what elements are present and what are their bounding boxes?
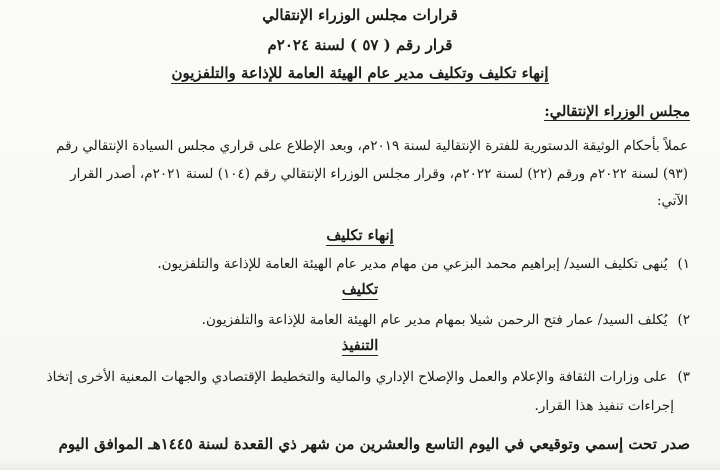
item-3-continuation: إجراءات تنفيذ هذا القرار.: [534, 398, 674, 414]
decision-subject-text: إنهاء تكليف وتكليف مدير عام الهيئة العامة للإذاعة والتلفزيون: [171, 64, 549, 82]
council-heading-text: مجلس الوزراء الإنتقالي:: [544, 103, 690, 120]
decision-number: قرار رقم ( ٥٧ ) لسنة ٢٠٢٤م: [267, 36, 453, 54]
item-3-text-line-1: على وزارات الثقافة والإعلام والعمل والإصلاح الإداري والمالية والتخطيط الإقتصادي والجهات المعنية الأخرى إتخاذ: [46, 369, 668, 385]
section-heading-execution-text: التنفيذ: [341, 337, 379, 354]
council-heading: [544, 103, 690, 120]
section-heading-assignment: [0, 281, 720, 298]
item-1-text: يُنهى تكليف السيد/ إبراهيم محمد البزعي من مهام مدير عام الهيئة العامة للإذاعة والتلفزيون.: [157, 256, 668, 272]
item-2-number: ٢): [677, 312, 690, 328]
item-3-number: ٣): [677, 369, 690, 385]
decision-subject: [0, 64, 720, 82]
section-heading-termination-text: إنهاء تكليف: [326, 227, 394, 244]
section-heading-execution: [0, 337, 720, 354]
preamble-line-2: (٩٣) لسنة ٢٠٢٢م ورقم (٢٢) لسنة ٢٠٢٢م، وقرار مجلس الوزراء الإنتقالي رقم (١٠٤) لسنة ٢٠٢١م، أصدر القرار: [70, 166, 688, 182]
closing-statement: صدر تحت إسمي وتوقيعي في اليوم التاسع والعشرين من شهر ذي القعدة لسنة ١٤٤٥هـ الموافق اليوم: [58, 435, 690, 453]
preamble-line-1: عملاً بأحكام الوثيقة الدستورية للفترة الإنتقالية لسنة ٢٠١٩م، وبعد الإطلاع على قراري مجلس السيادة الإنتقالي رقم: [56, 138, 688, 154]
scan-shadow: [0, 460, 720, 470]
item-3: [47, 369, 690, 385]
item-1: [157, 256, 690, 272]
document-title: قرارات مجلس الوزراء الإنتقالي: [262, 6, 458, 24]
preamble-line-3: الآتي:: [656, 193, 688, 209]
item-2: [202, 312, 690, 328]
section-heading-assignment-text: تكليف: [341, 281, 379, 298]
item-2-text: يُكلف السيد/ عمار فتح الرحمن شيلا بمهام مدير عام الهيئة العامة للإذاعة والتلفزيون.: [201, 312, 668, 328]
section-heading-termination: [0, 227, 720, 244]
item-1-number: ١): [677, 256, 690, 272]
